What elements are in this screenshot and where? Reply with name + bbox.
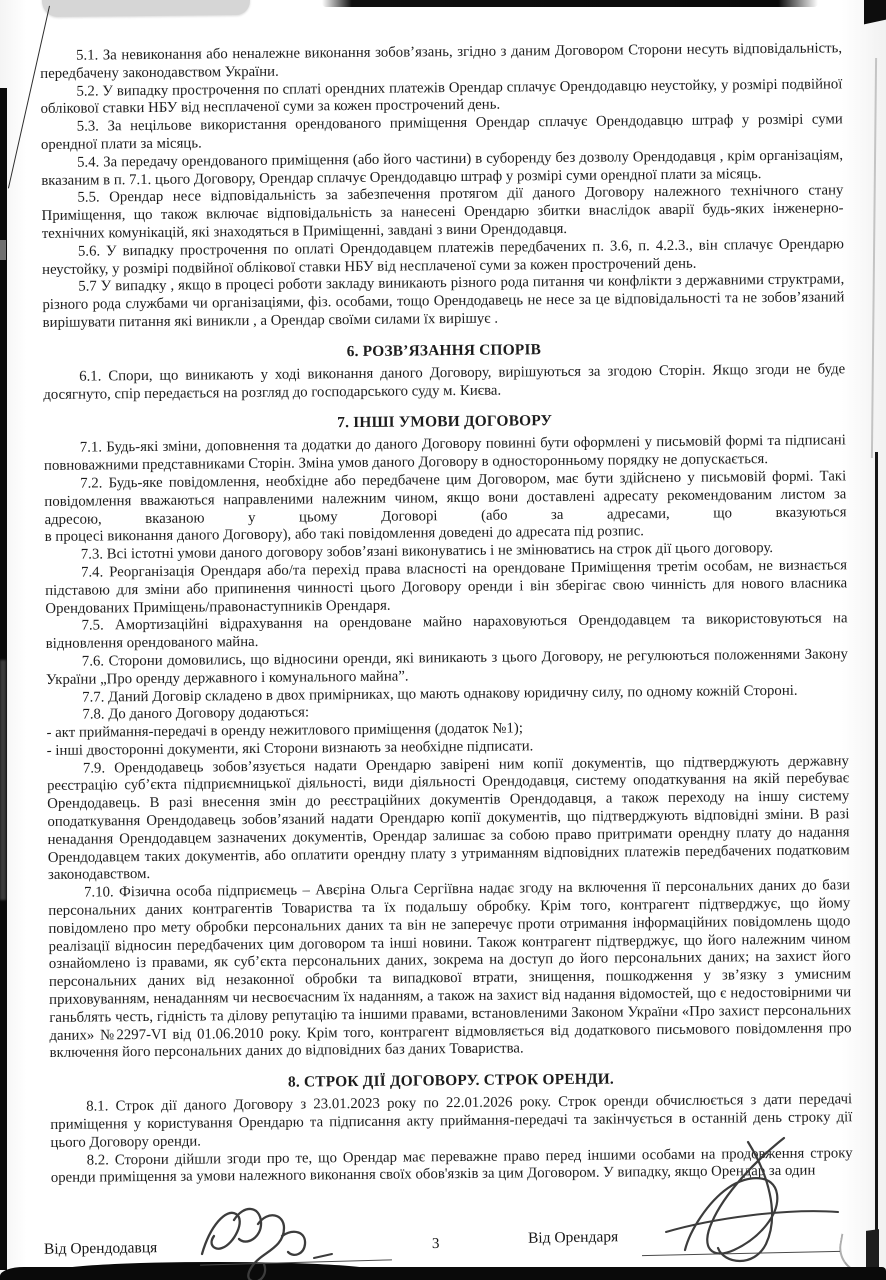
clause-8-1: 8.1. Строк дії даного Договору з 23.01.2023 року по 22.01.2026 року. Строк оренди обчислюється з дати передачі приміщення у користування Орендарю та підписання акту приймання-передачі та закінчується в останній день строку дії цього Договору оренди. xyxy=(50,1091,853,1151)
clause-7-2-part3: в процесі виконання даного Договору), або такі повідомлення доведені до адресата під розпис. xyxy=(44,523,645,546)
clause-6-1: 6.1. Спори, що виникають у ході виконання даного Договору, вирішуються за згодою Сторін. Якщо згоди не буде досягнуто, спір передається на розгляд до господарського суду м. Києва. xyxy=(43,361,846,403)
clause-7-4: 7.4. Реорганізація Орендаря або/та перехід права власності на орендоване Приміщення третім особам, не визнається підставою для зміни або припинення чинності цього Договору оренди і він зберігає свою чинність для нового власника Орендованих Приміщень/правонаступників Орендаря. xyxy=(45,557,848,617)
lessee-label: Від Орендаря xyxy=(527,1228,619,1247)
scan-noise-mark xyxy=(0,240,6,260)
section-8-heading: 8. СТРОК ДІЇ ДОГОВОРУ. СТРОК ОРЕНДИ. xyxy=(287,1070,615,1091)
page-edge-right-faint xyxy=(870,58,876,458)
clause-7-10: 7.10. Фізична особа підприємець – Авєріна Ольга Сергіївна надає згоду на включення її персональних даних до бази персональних даних контрагентів Товариства та їх подальшу обробку. Крім того, контрагент підтверджує, що йому повідомлено про мету обробки персональних даних та він не заперечує проти отримання інформаційних повідомлень щодо реалізації відносин передбачених цим договором та інші новини. Також контрагент підтверджує, що його належним чином ознайомлено із правами, як суб’єкта персональних даних, зокрема на доступ до його персональних даних; на захист його персональних даних від незаконної обробки та випадкової втрати, знищення, пошкодження у зв’язку з умисним приховуванням, ненаданням чи несвоєчасним їх наданням, а також на захист від надання відомостей, що є недостовірними чи ганьблять честь, гідність та ділову репутацію та іншими правами, встановленими Законом України «Про захист персональних даних» №2297-VI від 01.06.2010 року. Крім того, контрагент відмовляється від додаткового письмового повідомлення про включення його персональних даних до відповідних баз даних Товариства. xyxy=(48,877,852,1062)
scan-noise-left xyxy=(0,660,6,900)
clause-7-8-item-1: - акт приймання-передачі в оренду нежитлового приміщення (додаток №1); xyxy=(46,720,524,742)
page-number: 3 xyxy=(431,1235,440,1253)
lessee-signature xyxy=(628,1132,868,1272)
section-7-heading: 7. ІНШІ УМОВИ ДОГОВОРУ xyxy=(337,412,553,432)
clause-7-6: 7.6. Сторони домовились, що відносини оренди, які виникають з цього Договору, не регулюються положеннями Закону України „Про оренду державного і комунального майна”. xyxy=(45,646,848,688)
clause-7-2-part2: адресою, вказаною у цьому Договорі (або за адресами, що вказуються xyxy=(44,503,847,528)
clause-7-9: 7.9. Орендодавець зобов’язується надати Орендарю завірені ним копії документів, що підтверджують державну реєстрацію суб’єкта підприємницької діяльності, види діяльності Орендодавця, систему оподаткування на якій перебуває Орендодавець. В разі внесення змін до реєстраційних документів Орендодавця, а також переходу на іншу систему оподаткування Орендодавець зобов’язаний надати Орендарю копії документів, що підтверджують відповідні зміни. В разі ненадання Орендодавцем зазначених документів, Орендар залишає за собою право притримати орендну плату до надання Орендодавцем таких документів, або оплатити орендну плату з утриманням відповідних платежів передбачених податковим законодавством. xyxy=(47,752,850,884)
clause-7-2-part1: 7.2. Будь-яке повідомлення, необхідне або передбачене цим Договором, має бути здійснено у письмовій формі. Такі повідомлення вважаються направленими належним чином, якщо вони доставлені адресату рекомендованим листом за xyxy=(44,468,847,510)
lessor-signature xyxy=(192,1192,392,1280)
contract-body xyxy=(40,40,853,1188)
clause-8-2: 8.2. Сторони дійшли згоди про те, що Орендар має переважне право перед іншими особами на продовження строку оренди приміщення за умови належного виконання своїх обов'язків за цим Договором. У випадку, якщо Орендар за один xyxy=(50,1144,853,1187)
clause-5-2: 5.2. У випадку прострочення по сплаті орендних платежів Орендар сплачує Орендодавцю неустойку, у розмірі подвійної облікової ставки НБУ від несплаченої суми за кожен прострочений день. xyxy=(40,75,843,118)
scan-shadow-top-right xyxy=(864,0,886,24)
lessor-label: Від Орендодавця xyxy=(43,1239,158,1258)
clause-5-3: 5.3. За нецільове використання орендованого приміщення Орендар сплачує Орендодавцю штраф у розмірі суми орендної плати за місяць. xyxy=(40,111,843,153)
clause-7-8-item-2: - інші двосторонні документи, які Сторони визнають за необхідне підписати. xyxy=(46,738,534,759)
scanner-edge-artifact xyxy=(42,0,250,17)
clause-7-8: 7.8. До даного Договору додаються: xyxy=(82,704,310,723)
clause-5-5: 5.5. Орендар несе відповідальність за забезпечення протягом дії даного Договору належного технічного стану Приміщення, що також включає відповідальність за нанесені Орендарю збитки внаслідок аварії будь-яких інженерно-технічних комунікацій, які знаходяться в Приміщенні, завдані з вини Орендодавця. xyxy=(41,182,844,242)
clause-7-3: 7.3. Всі істотні умови даного договору зобов’язані виконуватись і не змінюватись на строк дії цього договору. xyxy=(80,540,774,563)
clause-7-1: 7.1. Будь-які зміни, доповнення та додатки до даного Договору повинні бути оформлені у письмовій формі та підписані повноважними представниками Сторін. Зміна умов даного Договору в односторонньому порядку не допускається. xyxy=(43,432,846,475)
page-edge-right xyxy=(875,452,878,1270)
section-6-heading: 6. РОЗВ’ЯЗАННЯ СПОРІВ xyxy=(346,340,542,360)
clause-5-4: 5.4. За передачу орендованого приміщення (або його частини) в суборенду без дозволу Орендодавця , крім організаціям, вказаним в п. 7.1. цього Договору, Орендар сплачує Орендодавцю штраф у розмірі суми орендної плати за місяць. xyxy=(41,147,844,189)
clause-5-7: 5.7 У випадку , якщо в процесі роботи закладу виникають різного рода питання чи конфлікти з державними структрами, різного рода службами чи організаціями, фіз. особами, тощо Орендодавець не несе за це відповідальності та не зобов’язаний вирішувати питання які виникли , а Орендар своїми силами їх вирішує . xyxy=(42,271,845,331)
clause-7-5: 7.5. Амортизаційні відрахування на орендоване майно нараховуються Орендодавцем та використовуються на відновлення орендованого майна. xyxy=(45,610,848,653)
clause-5-6: 5.6. У випадку прострочення по оплаті Орендодавцем платежів передбачених п. 3.6, п. 4.2.3., він сплачує Орендарю неустойку, у розмірі подвійної облікової ставки НБУ від несплаченої суми за кожен прострочений день. xyxy=(42,236,844,278)
clause-5-1: 5.1. За невиконання або неналежне виконання зобов’язань, згідно з даним Договором Сторони несуть відповідальність, передбачену законодавством України. xyxy=(40,40,843,82)
clause-7-7: 7.7. Даний Договір складено в двох примірниках, що мають однакову юридичну силу, по одному кожній Стороні. xyxy=(82,682,798,706)
scan-shadow-top xyxy=(322,0,818,7)
